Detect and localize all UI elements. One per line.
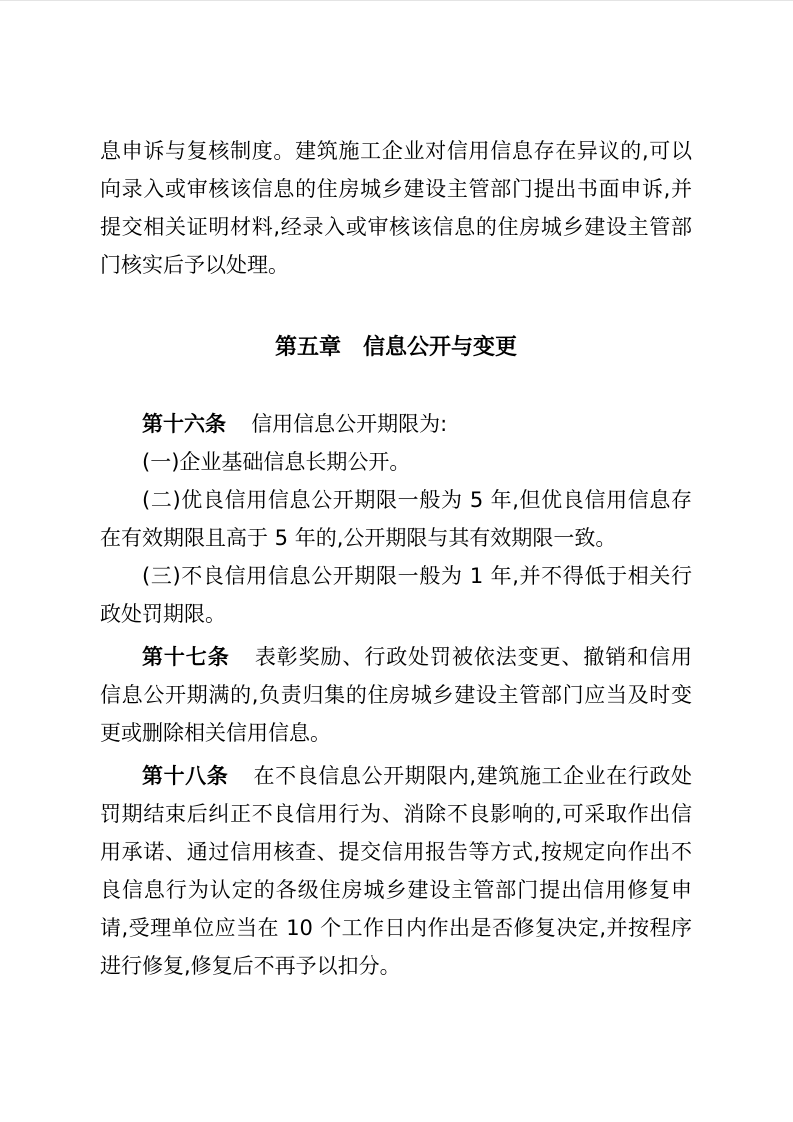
- article-number: 第十六条: [142, 412, 226, 436]
- article-paragraph: [100, 757, 692, 985]
- chapter-number: 第五章: [274, 335, 341, 360]
- article-paragraph: [100, 405, 692, 443]
- chapter-heading: [100, 329, 692, 367]
- document-body: [100, 132, 692, 985]
- chapter-title: 信息公开与变更: [363, 335, 518, 360]
- continuation-paragraph: [100, 132, 692, 284]
- article-number: 第十八条: [142, 764, 229, 788]
- paragraph-text: (二)优良信用信息公开期限一般为 5 年,但优良信用信息存在有效期限且高于 5 年的,公开期限与其有效期限一致。: [100, 488, 692, 550]
- paragraph-text: (三)不良信用信息公开期限一般为 1 年,并不得低于相关行政处罚期限。: [100, 564, 692, 626]
- paragraph-text: 在不良信息公开期限内,建筑施工企业在行政处罚期结束后纠正不良信用行为、消除不良影响的,可采取作出信用承诺、通过信用核查、提交信用报告等方式,按规定向作出不良信息行为认定的各级住房城乡建设主管部门提出信用修复申请,受理单位应当在 10 个工作日内作出是否修复决定,并按程序进行修复,修复后不再予以扣分。: [100, 764, 692, 978]
- article-paragraph: [100, 638, 692, 752]
- list-item-paragraph: [100, 481, 692, 557]
- list-item-paragraph: [100, 443, 692, 481]
- article-number: 第十七条: [142, 645, 230, 669]
- paragraph-text: (一)企业基础信息长期公开。: [142, 450, 411, 474]
- list-item-paragraph: [100, 557, 692, 633]
- paragraph-text: 表彰奖励、行政处罚被依法变更、撤销和信用信息公开期满的,负责归集的住房城乡建设主管部门应当及时变更或删除相关信用信息。: [100, 645, 693, 745]
- paragraph-text: 息申诉与复核制度。建筑施工企业对信用信息存在异议的,可以向录入或审核该信息的住房城乡建设主管部门提出书面申诉,并提交相关证明材料,经录入或审核该信息的住房城乡建设主管部门核实后予以处理。: [100, 139, 692, 277]
- paragraph-text: 信用信息公开期限为:: [251, 412, 448, 436]
